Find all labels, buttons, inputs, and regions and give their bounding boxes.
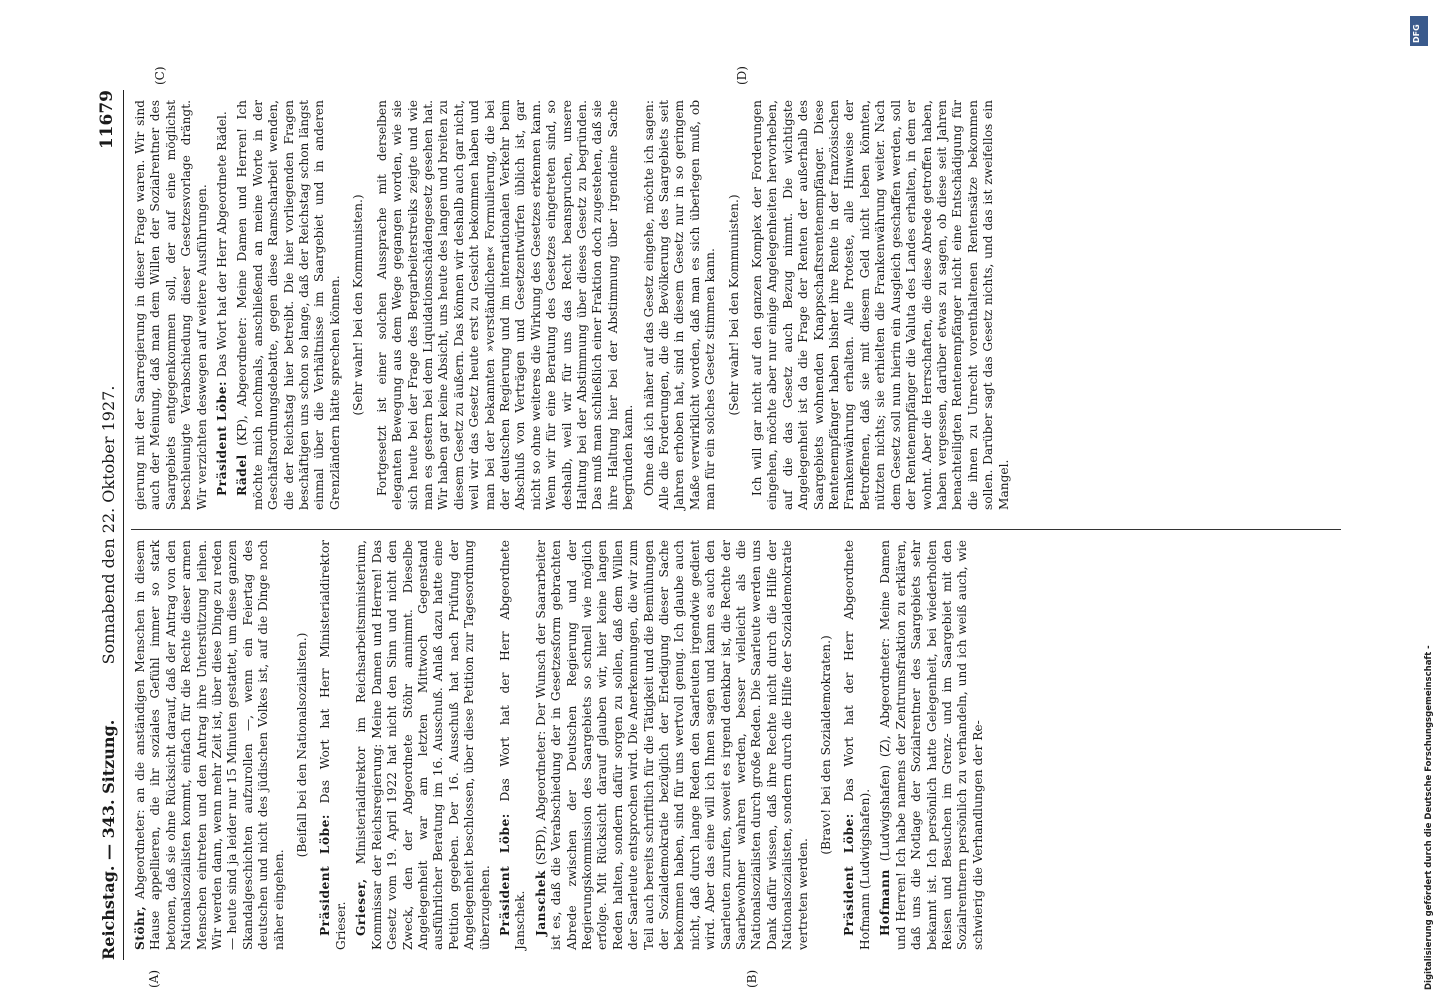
speaker-name: Präsident Löbe:	[497, 813, 512, 936]
stage-direction: (Sehr wahr! bei den Kommunisten.)	[726, 194, 741, 416]
speaker-name: Präsident Löbe:	[842, 813, 857, 936]
speaker-name: Rädel	[235, 454, 250, 496]
column-divider	[131, 529, 1341, 530]
document-page	[95, 66, 1345, 988]
paragraph	[354, 540, 493, 950]
paragraph-text: Das Wort hat Herr Ministerialdirektor Grieser.	[318, 540, 348, 950]
stage-direction: (Beifall bei den Nationalsozialisten.)	[295, 632, 310, 858]
paragraph	[498, 540, 529, 950]
stage-direction: (Bravo! bei den Sozialdemokraten.)	[819, 635, 834, 855]
paragraph-text: Ministerialdirektor im Reichsarbeitsministerium, Kommissar der Reichsregierung: Meine Damen und Herren! Das Gesetz vom 19. April 1922 hat nicht den Sinn und nicht den Zweck, den der Abgeordnete Stöhr annimmt. Dieselbe Angelegenheit war am letzten Mittwoch Gegenstand ausführlicher Beratung im 16. Ausschuß. Anlaß dazu hatte eine Petition gegeben. Der 16. Ausschuß hat nach Prüfung der Angelegenheit beschlossen, über diese Petition zur Tagesordnung überzugehen.	[354, 540, 492, 950]
speaker-name: Präsident Löbe:	[215, 381, 230, 496]
margin-marker-b: (B)	[745, 969, 759, 988]
paragraph-text: (Ludwigshafen) (Z), Abgeordneter: Meine Damen und Herren! Ich habe namens der Zentrumsfraktion zu erklären, daß uns die Notlage der Sozialrentner des Saargebiets sehr bekannt ist. Ich persönlich hatte Gelegenheit, bei wiederholten Reisen und Besuchen im Grenz- und im Saargebiet mit den Sozialrentnern persönlich zu verhandeln, und ich weiß auch, wie schwierig die Verhandlungen der Re-	[878, 539, 985, 950]
speaker-name: Grieser,	[354, 878, 369, 936]
paragraph-text: an die anständigen Menschen in diesem Hause appellieren, die ihr soziales Gefühl immer so stark betonen, daß sie ohne Rücksicht darauf, daß der Antrag von den Nationalsozialisten kommt, einfach für die Rechte dieser armen Menschen eintreten und den Antrag ihre Unterstützung leihen. Wir werden dann, wenn mehr Zeit ist, über diese Dinge zu reden — heute sind ja leider nur 15 Minuten gestattet, um diese ganzen Skandalgeschichten aufzurollen —, wenn ein Feiertag des deutschen und nicht des jüdischen Volkes ist, auf die Dinge noch näher eingehen.	[133, 540, 286, 950]
paragraph-text: (KP), Abgeordneter: Meine Damen und Herren! Ich möchte mich nochmals, anschließend an meine Worte in der Geschäftsordnungsdebatte, gegen diese Ramscharbeit wenden, die der Reichstag hier betreibt. Die hier vorliegenden Fragen beschäftigen uns schon so lange, daß der Reichstag schon längst einmal über die Verhältnisse im Saargebiet und in anderen Grenzländern hätte sprechen können.	[235, 100, 342, 510]
funding-sidebar	[1408, 10, 1432, 990]
left-column	[133, 540, 991, 950]
paragraph-text: (SPD), Abgeordneter: Der Wunsch der Saararbeiter ist es, daß die Verabschiedung der in Gesetzesform gebrachten Abrede zwischen der Deutschen Regierung und der Regierungskommission des Saargebiets so schnell wie möglich erfolge. Mit Rücksicht darauf glauben wir, hier keine langen Reden halten, sondern dafür sorgen zu sollen, daß dem Willen der Saarleute entsprochen wird. Die Anerkennungen, die wir zum Teil auch bereits schriftlich für die Tätigkeit und die Bemühungen der Sozialdemokratie bezüglich der Erledigung dieser Sache bekommen haben, sind für uns wertvoll genug. Ich glaube auch nicht, daß durch lange Reden den Saarleuten irgendwie gedient wird. Aber das eine will ich Ihnen sagen und kann es auch den Saarleuten zurufen, soweit es irgend denkbar ist, die Rechte der Saarbewohner wahren werden, besser vielleicht als die Nationalsozialisten durch große Reden. Die Saarleute werden uns Dank dafür wissen, daß ihre Rechte nicht durch die Hilfe der Nationalsozialisten, sondern durch die Hilfe der Sozialdemokratie vertreten werden.	[533, 540, 810, 950]
dfg-logo-icon: DFG	[1410, 16, 1428, 46]
paragraph	[878, 540, 986, 950]
speaker-name: Präsident Löbe:	[318, 814, 333, 936]
speaker-name: Stöhr,	[133, 905, 147, 950]
page-number: 11679	[97, 90, 117, 150]
speaker-role: Abgeordneter:	[133, 809, 147, 900]
paragraph-text: Das Wort hat der Herr Abgeordnete Rädel.	[215, 111, 230, 378]
page-header	[95, 90, 124, 960]
header-left: Reichstag. — 343. Sitzung.	[99, 719, 118, 960]
speaker-name: Janschek	[533, 870, 548, 936]
paragraph-text: Fortgesetzt ist einer solchen Aussprache mit derselben eleganten Bewegung aus dem Wege gegangen worden, wie sie sich heute bei der Frage des Bergarbeiterstreiks zeigte und wie man es gestern bei dem Liquidationsschädengesetz gesehen hat. Wir haben gar keine Absicht, uns heute des langen und breiten zu diesem Gesetz zu äußern. Das können wir deshalb auch gar nicht, weil wir das Gesetz heute erst zu Gesicht bekommen haben und man bei der bekannten »verständlichen« Formulierung, die bei der deutschen Regierung und im internationalen Verkehr beim Abschluß von Verträgen und Gesetzentwürfen üblich ist, gar nicht so ohne weiteres die Wirkung des Gesetzes erkennen kann. Wenn wir für eine Beratung des Gesetzes eingetreten sind, so deshalb, weil wir für uns das Recht beanspruchen, unsere Haltung bei der Abstimmung über dieses Gesetz zu begründen. Das muß man schließlich einer Fraktion doch zugestehen, daß sie ihre Haltung hier bei der Abstimmung über irgendeine Sache begründen kann.	[374, 100, 636, 510]
paragraph	[318, 540, 349, 950]
paragraph	[235, 100, 343, 510]
paragraph-text: gierung mit der Saarregierung in dieser Frage waren. Wir sind auch der Meinung, daß man dem Willen der Sozialrentner des Saargebiets entgegenkommen soll, der auf eine möglichst beschleunigte Verabschiedung dieser Gesetzesvorlage drängt. Wir verzichten deswegen auf weitere Ausführungen.	[133, 100, 209, 510]
funding-note: Digitalisierung gefördert durch die Deutsche Forschungsgemeinschaft -	[1424, 645, 1434, 990]
paragraph-text: Ich will gar nicht auf den ganzen Komplex der Forderungen eingehen, möchte aber nur einige Angelegenheiten hervorheben, auf die das Gesetz auch Bezug nimmt. Die wichtigste Angelegenheit ist da die Frage der Renten der außerhalb des Saargebiets wohnenden Knappschaftsrentenempfänger. Diese Rentenempfänger haben bisher ihre Rente in der französischen Frankenwährung erhalten. Alle Proteste, alle Hinweise der Betroffenen, daß sie mit diesem Geld nicht leben könnten, nützten nichts; sie erhielten die Frankenwährung weiter. Nach dem Gesetz soll nun hierin ein Ausgleich geschaffen werden, soll der Rentenempfänger die Valuta des Landes erhalten, in dem er wohnt. Aber die Herrschaften, die diese Abrede getroffen haben, haben vergessen, darüber etwas zu sagen, ob diese seit Jahren benachteiligten Rentenempfänger nicht eine Entschädigung für die ihnen zu Unrecht vorenthaltenen Rentensätze bekommen sollen. Darüber sagt das Gesetz nichts, und das ist zweifellos ein Mangel.	[750, 100, 1011, 510]
margin-marker-d: (D)	[735, 66, 749, 85]
margin-marker-c: (C)	[153, 66, 167, 85]
paragraph	[842, 540, 873, 950]
paragraph	[534, 540, 811, 950]
header-date: Sonnabend den 22. Oktober 1927.	[99, 385, 118, 665]
paragraph	[133, 540, 287, 950]
speaker-name: Hofmann	[878, 869, 893, 936]
paragraph	[215, 100, 230, 510]
margin-marker-a: (A)	[147, 969, 161, 988]
paragraph-text: Ohne daß ich näher auf das Gesetz eingehe, möchte ich sagen: Alle die Forderungen, die die Bevölkerung des Saargebiets seit Jahren erhoben hat, sind in diesem Gesetz nur in so geringem Maße verwirklicht worden, daß man es sich überlegen muß, ob man für ein solches Gesetz stimmen kann.	[641, 100, 718, 510]
stage-direction: (Sehr wahr! bei den Kommunisten.)	[351, 194, 366, 416]
right-column	[133, 100, 1017, 510]
paragraph-text: Das Wort hat der Herr Abgeordnete Janschek.	[497, 540, 528, 950]
paragraph-text: Das Wort hat der Herr Abgeordnete Hofmann (Ludwigshafen).	[842, 540, 872, 950]
